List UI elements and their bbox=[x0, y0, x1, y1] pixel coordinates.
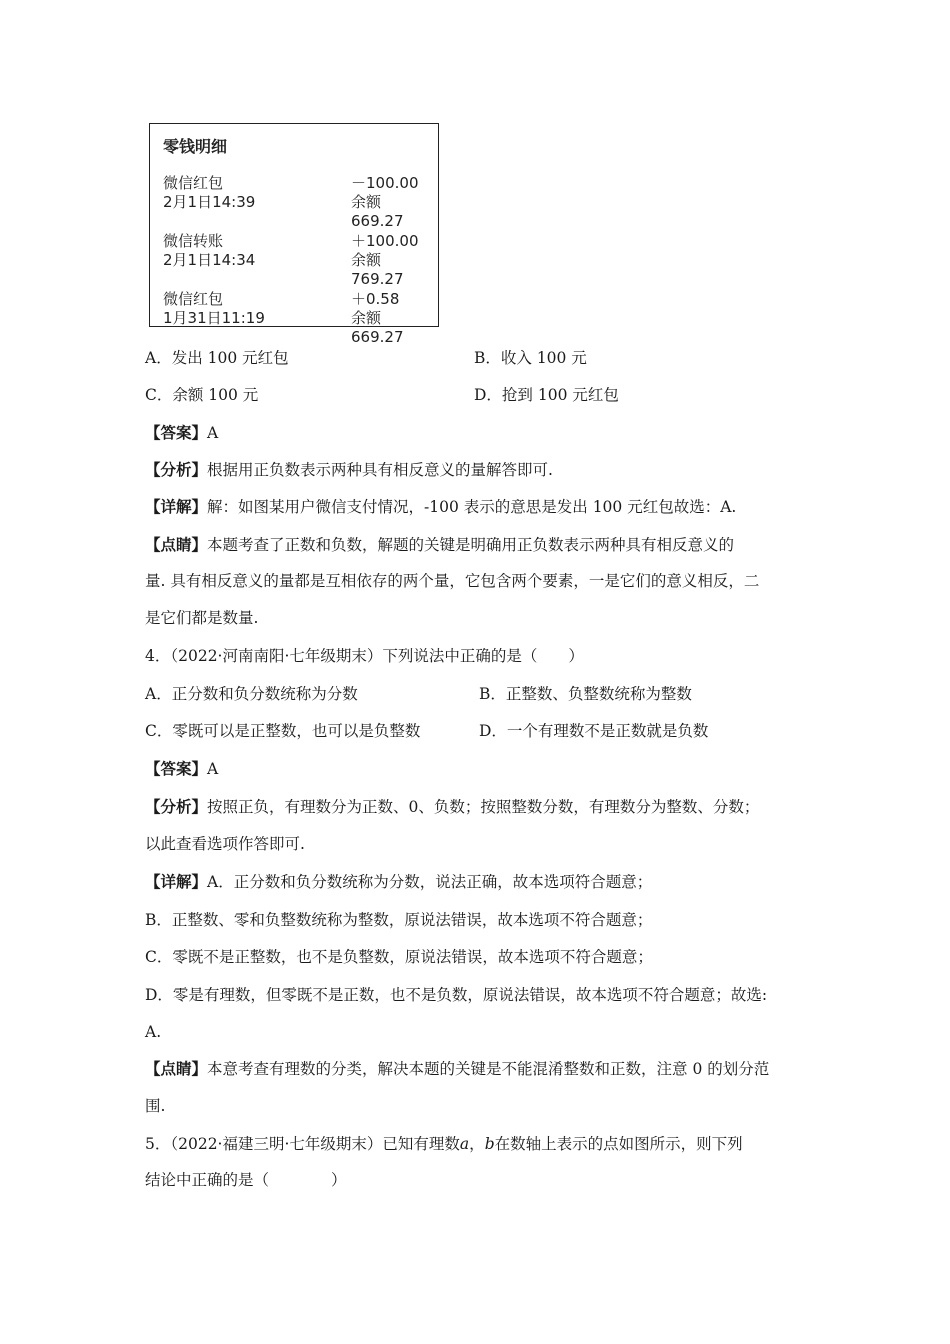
q5-stem-post: 在数轴上表示的点如图所示，则下列 bbox=[494, 1135, 743, 1153]
answer-tag: 【答案】 bbox=[145, 423, 208, 442]
wallet-record bbox=[163, 230, 428, 288]
answer-value: A bbox=[207, 760, 219, 778]
q3-answer bbox=[145, 423, 218, 443]
q4-comment-line2: 围. bbox=[145, 1097, 166, 1115]
record-name: 微信红包 bbox=[163, 290, 224, 308]
q3-option-d: D．抢到 100 元红包 bbox=[474, 386, 619, 404]
variable-b: b bbox=[484, 1135, 495, 1153]
q4-detail-line3: C．零既不是正整数，也不是负整数，原说法错误，故本选项不符合题意； bbox=[145, 948, 653, 966]
q4-detail bbox=[145, 872, 652, 892]
q5-stem bbox=[145, 1134, 743, 1154]
q3-analysis bbox=[145, 460, 553, 480]
comment-tag: 【点睛】 bbox=[145, 535, 208, 554]
q3-detail bbox=[145, 497, 736, 517]
record-name: 微信转账 bbox=[163, 232, 224, 250]
q5-stem-pre: 5．（2022·福建三明·七年级期末）已知有理数 bbox=[145, 1135, 460, 1153]
record-amount: －100.00 bbox=[351, 174, 419, 192]
q3-option-c: C．余额 100 元 bbox=[145, 386, 259, 404]
record-time: 2月1日14:34 bbox=[163, 251, 256, 269]
q4-answer bbox=[145, 759, 218, 779]
variable-a: a bbox=[459, 1135, 470, 1153]
wallet-record bbox=[163, 172, 428, 230]
q4-comment bbox=[145, 1059, 769, 1079]
q5-sep: ， bbox=[469, 1135, 485, 1153]
comment-tag: 【点睛】 bbox=[145, 1059, 208, 1078]
q3-comment-line2: 量. 具有相反意义的量都是互相依存的两个量，它包含两个要素，一是它们的意义相反，二 bbox=[145, 572, 760, 590]
q4-option-b: B．正整数、负整数统称为整数 bbox=[479, 685, 692, 703]
q5-stem-line2: 结论中正确的是（ ） bbox=[145, 1171, 347, 1189]
analysis-tag: 【分析】 bbox=[145, 460, 208, 479]
detail-tag: 【详解】 bbox=[145, 872, 208, 891]
analysis-text: 根据用正负数表示两种具有相反意义的量解答即可. bbox=[207, 461, 553, 479]
q4-detail-line4: D．零是有理数，但零既不是正数，也不是负数，原说法错误，故本选项不符合题意；故选: bbox=[145, 986, 768, 1004]
q4-analysis bbox=[145, 797, 759, 817]
wallet-detail-card bbox=[149, 123, 439, 346]
q4-detail-line2: B．正整数、零和负整数统称为整数，原说法错误，故本选项不符合题意； bbox=[145, 911, 653, 929]
record-time: 1月31日11:19 bbox=[163, 309, 265, 327]
analysis-tag: 【分析】 bbox=[145, 797, 208, 816]
answer-tag: 【答案】 bbox=[145, 759, 208, 778]
q4-analysis-line2: 以此查看选项作答即可. bbox=[145, 835, 305, 853]
record-amount: ＋100.00 bbox=[351, 232, 419, 250]
record-balance: 余额769.27 bbox=[351, 251, 404, 288]
analysis-text: 按照正负，有理数分为正数、0、负数；按照整数分数，有理数分为整数、分数； bbox=[207, 798, 760, 816]
detail-text: A．正分数和负分数统称为分数，说法正确，故本选项符合题意； bbox=[207, 873, 653, 891]
q3-comment-line3: 是它们都是数量. bbox=[145, 609, 259, 627]
detail-text: 解：如图某用户微信支付情况，-100 表示的意思是发出 100 元红包故选：A. bbox=[207, 498, 737, 516]
record-time: 2月1日14:39 bbox=[163, 193, 256, 211]
q3-comment bbox=[145, 535, 734, 555]
wallet-record bbox=[163, 288, 428, 346]
answer-value: A bbox=[207, 424, 219, 442]
q3-option-b: B．收入 100 元 bbox=[474, 349, 587, 367]
q4-stem: 4．（2022·河南南阳·七年级期末）下列说法中正确的是（ ） bbox=[145, 647, 584, 665]
q4-option-d: D．一个有理数不是正数就是负数 bbox=[479, 722, 709, 740]
comment-text: 本意考查有理数的分类，解决本题的关键是不能混淆整数和正数，注意 0 的划分范 bbox=[207, 1060, 770, 1078]
q3-option-a: A．发出 100 元红包 bbox=[145, 349, 289, 367]
record-amount: ＋0.58 bbox=[351, 290, 400, 308]
record-name: 微信红包 bbox=[163, 174, 224, 192]
q4-option-a: A．正分数和负分数统称为分数 bbox=[145, 685, 358, 703]
record-balance: 余额669.27 bbox=[351, 193, 404, 230]
q4-option-c: C．零既可以是正整数，也可以是负整数 bbox=[145, 722, 421, 740]
record-balance: 余额669.27 bbox=[351, 309, 404, 346]
detail-tag: 【详解】 bbox=[145, 497, 208, 516]
comment-text: 本题考查了正数和负数，解题的关键是明确用正负数表示两种具有相反意义的 bbox=[207, 536, 735, 554]
wallet-title: 零钱明细 bbox=[163, 137, 228, 156]
q4-detail-line5: A. bbox=[145, 1023, 162, 1041]
